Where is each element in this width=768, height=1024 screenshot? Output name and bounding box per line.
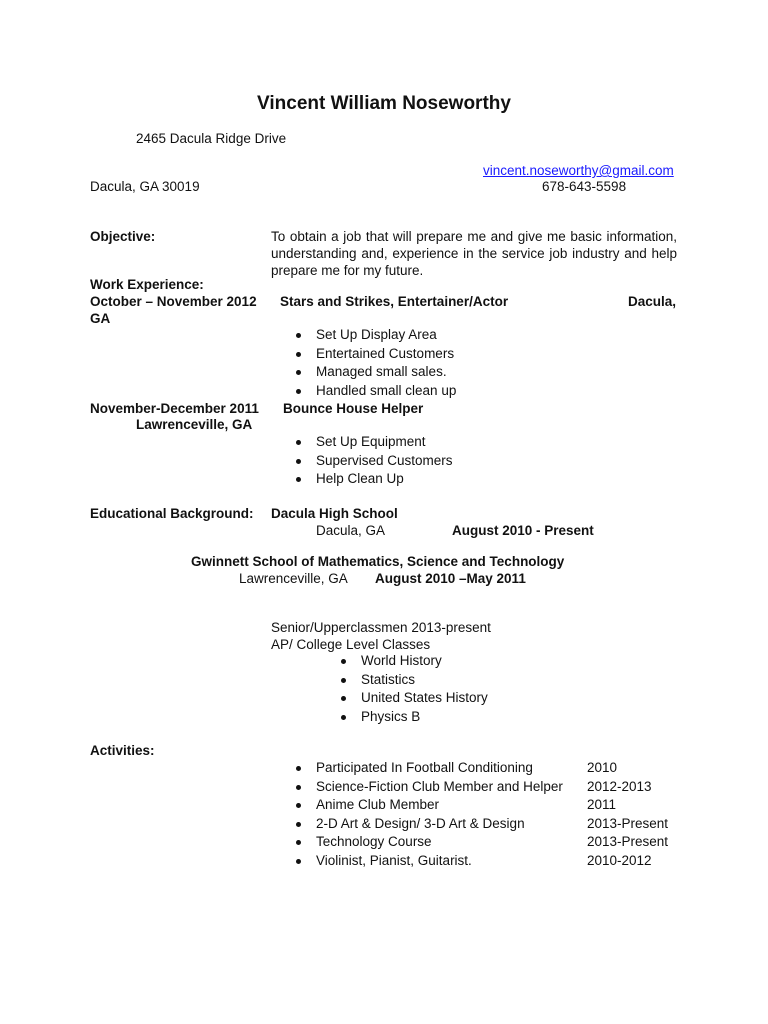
education-label: Educational Background: [90,506,254,521]
activity-year: 2013-Present [587,834,669,850]
job-1-duties [296,326,456,400]
bullet-icon [296,440,301,445]
senior-status: Senior/Upperclassmen 2013-present [271,620,491,635]
school-1-name: Dacula High School [271,506,398,521]
list-item: Technology Course 2013-Present [296,833,686,852]
activity-year: 2013-Present [587,815,669,831]
school-2-location: Lawrenceville, GA [239,571,348,586]
city-state-zip: Dacula, GA 30019 [90,179,200,194]
list-item: Handled small clean up [296,382,456,401]
bullet-icon [296,803,301,808]
school-2-name: Gwinnett School of Mathematics, Science and Technology [191,554,565,569]
list-item: Science-Fiction Club Member and Helper 2012-2013 [296,778,686,797]
list-item: World History [341,652,488,671]
list-item: Anime Club Member 2011 [296,796,686,815]
bullet-icon [296,859,301,864]
bullet-icon [296,822,301,827]
bullet-icon [296,333,301,338]
bullet-icon [296,785,301,790]
school-1-dates: August 2010 - Present [452,523,594,538]
ap-classes-label: AP/ College Level Classes [271,637,431,652]
phone-number: 678-643-5598 [542,179,627,194]
bullet-icon [296,370,301,375]
list-item: United States History [341,689,488,708]
list-item: Violinist, Pianist, Guitarist. 2010-2012 [296,852,686,871]
activity-year: 2010 [587,760,618,775]
activities-label: Activities: [90,743,155,758]
activity-year: 2010-2012 [587,852,652,868]
list-item: Statistics [341,671,488,690]
list-item: Physics B [341,708,488,727]
bullet-icon [341,715,346,720]
job-1-location-state: GA [90,311,111,326]
job-1-dates: October – November 2012 [90,294,257,309]
ap-classes-list [341,652,488,726]
street-address: 2465 Dacula Ridge Drive [136,131,287,146]
list-item: Managed small sales. [296,363,456,382]
work-experience-label: Work Experience: [90,277,204,292]
job-2-title: Bounce House Helper [283,401,424,416]
school-1-location: Dacula, GA [316,523,386,538]
job-1-location-city: Dacula, [628,294,677,309]
list-item: Set Up Display Area [296,326,456,345]
list-item: Supervised Customers [296,452,453,471]
list-item: 2-D Art & Design/ 3-D Art & Design 2013-Present [296,815,686,834]
list-item: Entertained Customers [296,345,456,364]
job-2-duties [296,433,453,489]
bullet-icon [341,678,346,683]
bullet-icon [296,352,301,357]
bullet-icon [341,696,346,701]
objective-text: To obtain a job that will prepare me and give me basic information, understanding and, experience in the service job industry and help prepare me for my future. [271,229,677,278]
bullet-icon [296,389,301,394]
bullet-icon [296,477,301,482]
resume-name: Vincent William Noseworthy [257,93,511,114]
list-item: Participated In Football Conditioning 2010 [296,759,686,778]
activity-year: 2012-2013 [587,778,652,794]
bullet-icon [296,766,301,771]
list-item: Set Up Equipment [296,433,453,452]
bullet-icon [296,459,301,464]
email-link[interactable]: vincent.noseworthy@gmail.com [483,163,674,178]
job-1-title: Stars and Strikes, Entertainer/Actor [280,294,509,309]
bullet-icon [341,659,346,664]
job-2-dates: November-December 2011 [90,401,259,416]
school-2-dates: August 2010 –May 2011 [375,571,526,586]
objective-label: Objective: [90,229,156,244]
activities-list [296,759,686,871]
list-item: Help Clean Up [296,470,453,489]
activity-year: 2011 [587,797,617,813]
job-2-location: Lawrenceville, GA [136,417,253,432]
bullet-icon [296,840,301,845]
